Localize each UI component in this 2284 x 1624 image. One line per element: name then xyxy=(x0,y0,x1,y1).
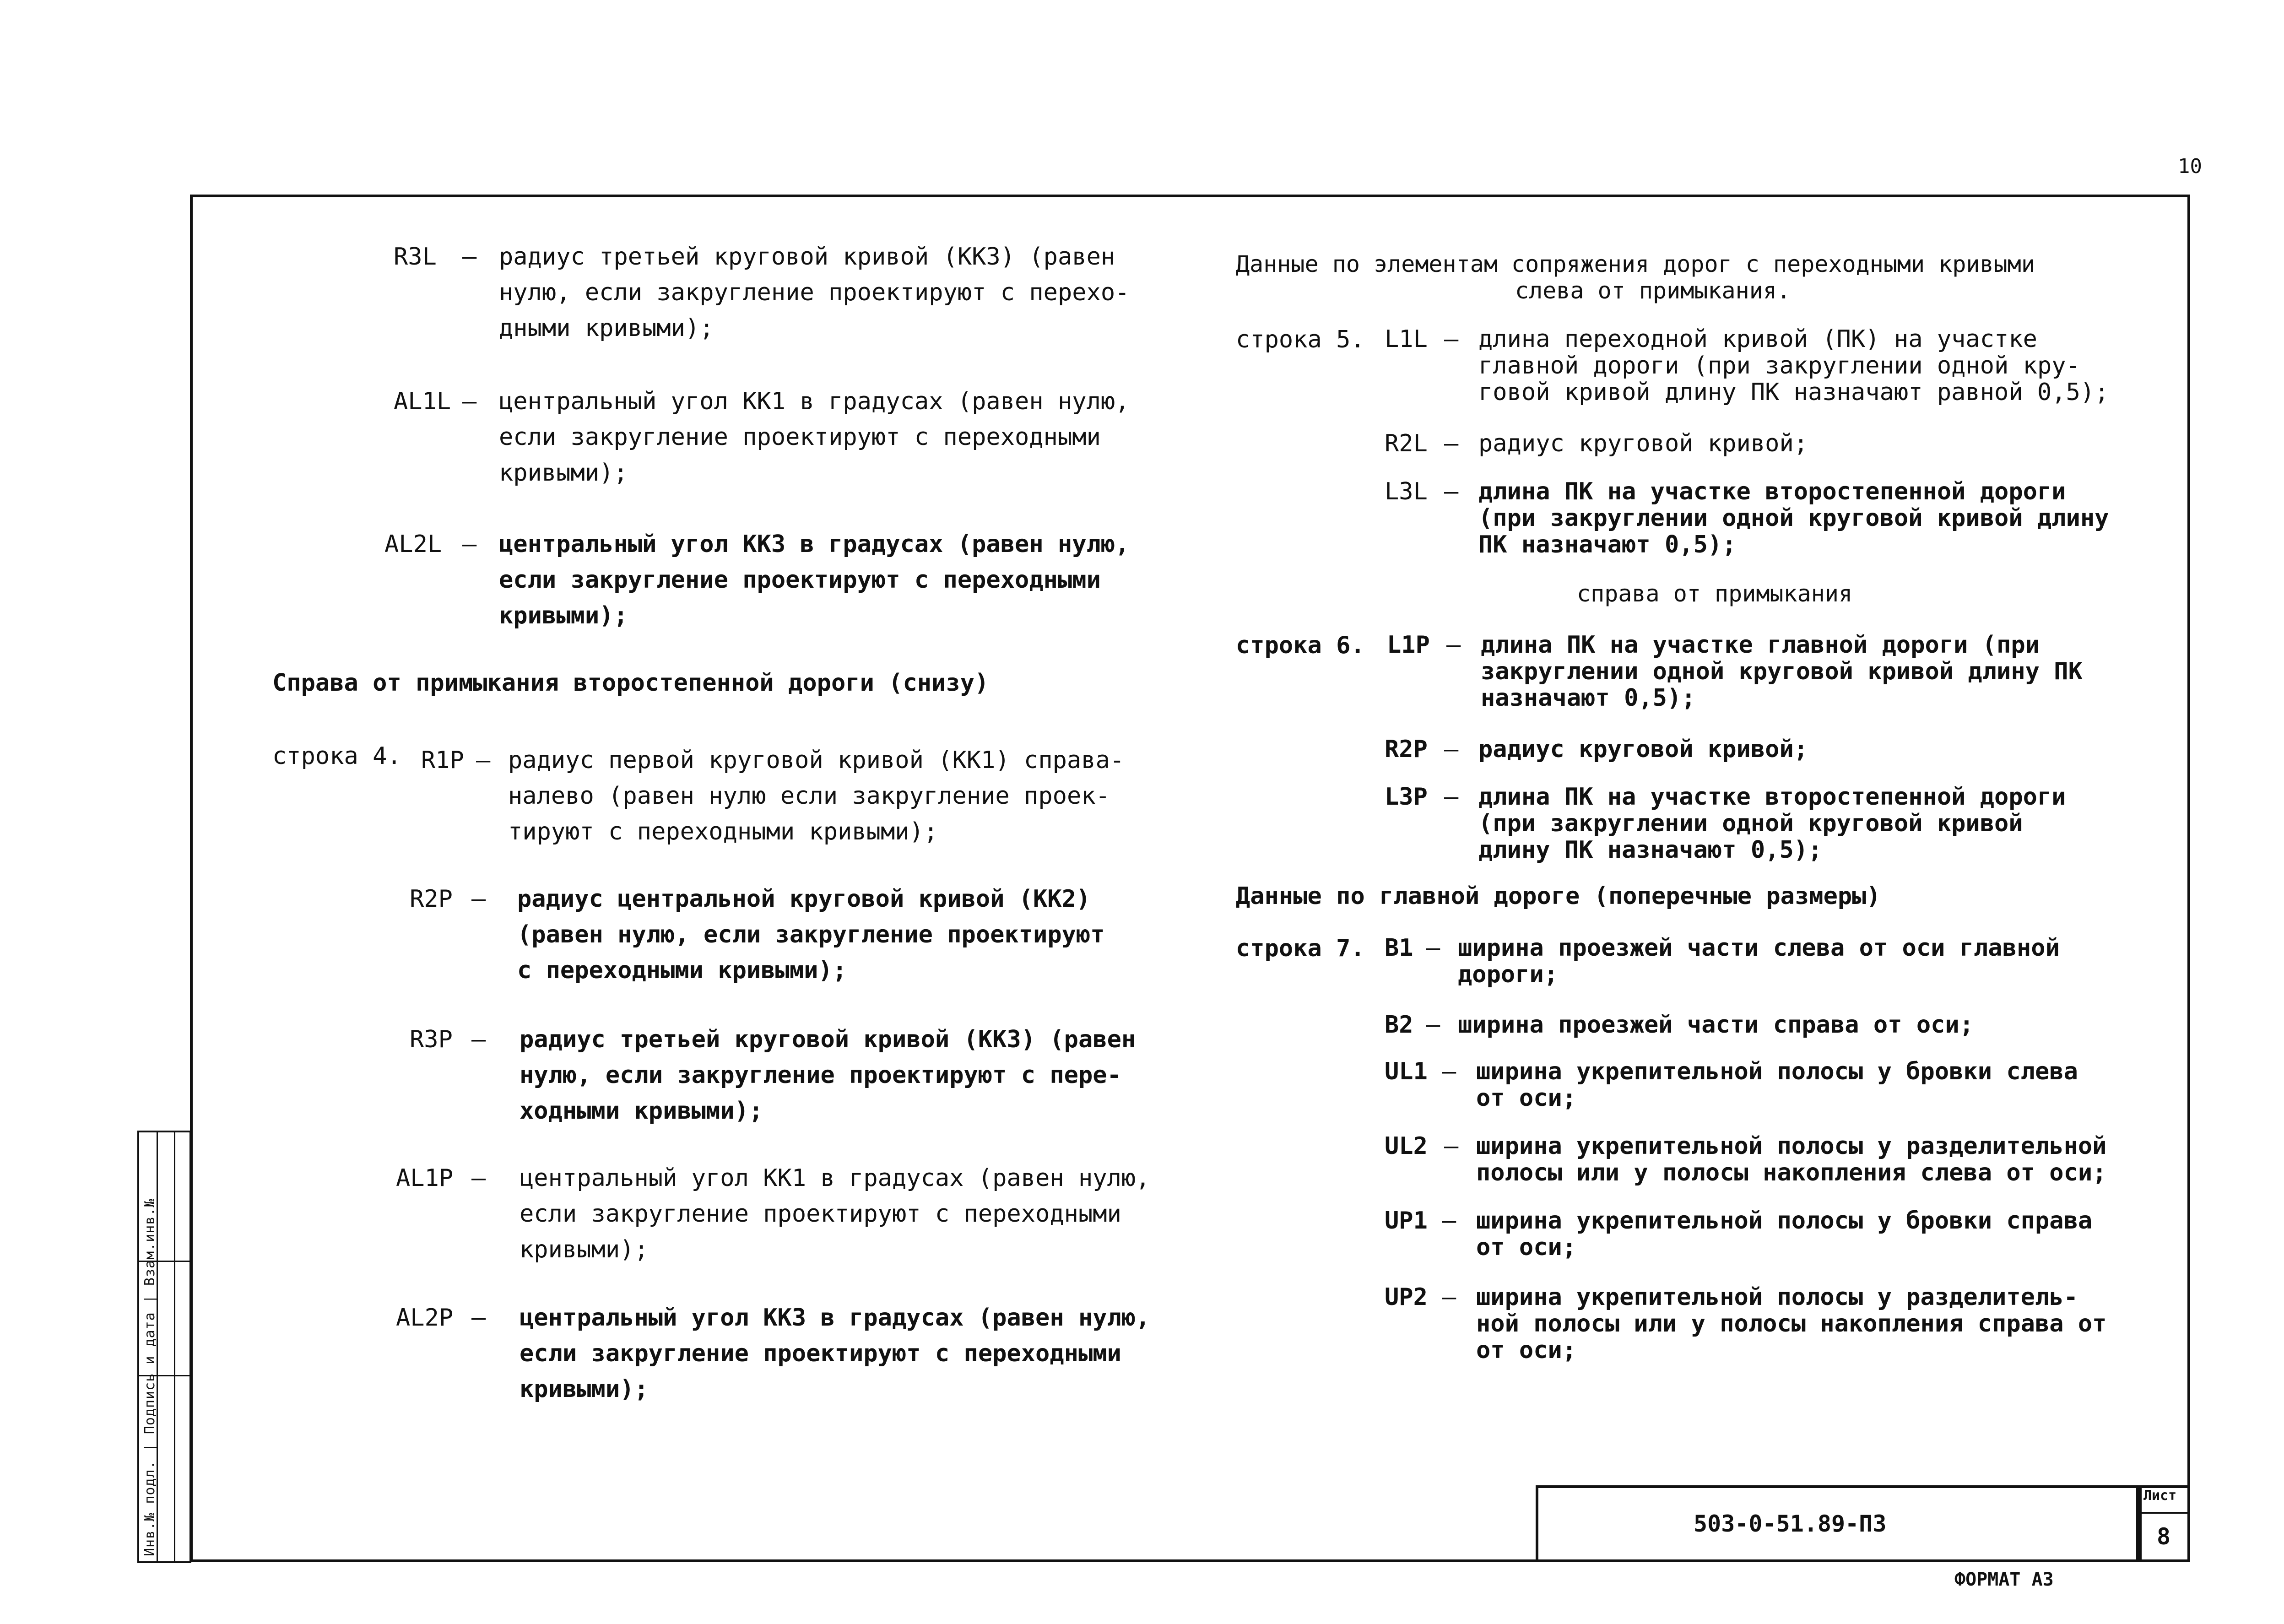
section-heading-right-of-junction: Справа от примыкания второстепенной дороги (снизу) xyxy=(272,669,989,697)
definition-text: ширина укрепительной полосы у разделительной полосы или у полосы накопления слева от оси; xyxy=(1476,1132,2107,1186)
definition-text: центральный угол КК3 в градусах (равен нулю, если закругление проектируют с переходными кривыми); xyxy=(520,1304,1150,1403)
definition-text: длина переходной кривой (ПК) на участке главной дороги (при закруглении одной кру- говой кривой длину ПК назначают равной 0,5); xyxy=(1478,325,2109,406)
definition-text: длина ПК на участке второстепенной дороги (при закруглении одной круговой кривой длину ПК назначают 0,5); xyxy=(1478,783,2066,864)
definition-text: радиус первой круговой кривой (КК1) справа- налево (равен нулю если закругление проек- тируют с переходными кривыми); xyxy=(508,747,1125,845)
term: R3P xyxy=(410,1026,453,1053)
definition-text: радиус третьей круговой кривой (КК3) (равен нулю, если закругление проектируют с перехо- дными кривыми); xyxy=(499,243,1130,342)
term: R2L xyxy=(1385,430,1428,457)
definition-text: радиус третьей круговой кривой (КК3) (равен нулю, если закругление проектируют с пере- ходными кривыми); xyxy=(520,1026,1136,1125)
heading-main-road: Данные по главной дороге (поперечные размеры) xyxy=(1236,882,1881,910)
term: AL2L xyxy=(384,531,442,558)
heading-junction-elements-left: слева от примыкания. xyxy=(1515,277,1791,304)
term: B2 xyxy=(1385,1011,1413,1039)
definition-text: центральный угол КК3 в градусах (равен нулю, если закругление проектируют с переходными кривыми); xyxy=(499,531,1130,629)
row-5-label: строка 5. xyxy=(1236,326,1365,353)
term: R2P xyxy=(1385,736,1428,763)
page-number: 10 xyxy=(2178,155,2202,178)
sheet-number: 8 xyxy=(2157,1523,2171,1550)
term: UP2 xyxy=(1385,1283,1428,1311)
definition-text: радиус круговой кривой; xyxy=(1478,430,1808,457)
term: B1 xyxy=(1385,934,1413,962)
term: R3L xyxy=(394,243,437,271)
heading-junction-elements: Данные по элементам сопряжения дорог с переходными кривыми xyxy=(1236,251,2035,277)
row-6-label: строка 6. xyxy=(1236,632,1365,659)
definition-text: ширина укрепительной полосы у разделитель- ной полосы или у полосы накопления справа от от оси; xyxy=(1476,1283,2107,1364)
format-label: ФОРМАТ А3 xyxy=(1954,1569,2054,1590)
definition-text: радиус центральной круговой кривой (КК2) (равен нулю, если закругление проектируют с переходными кривыми); xyxy=(517,885,1105,984)
definition-text: радиус круговой кривой; xyxy=(1478,736,1808,763)
definition-text: центральный угол КК1 в градусах (равен нулю, если закругление проектируют с переходными кривыми); xyxy=(499,388,1130,487)
term: AL1L xyxy=(394,388,451,415)
subheading-right-of-junction: справа от примыкания xyxy=(1577,580,1853,607)
term: L3P xyxy=(1385,783,1428,811)
definition-text: длина ПК на участке второстепенной дороги (при закруглении одной круговой кривой длину ПК назначают 0,5); xyxy=(1478,478,2109,558)
term: R1P xyxy=(421,747,464,774)
definition-text: центральный угол КК1 в градусах (равен нулю, если закругление проектируют с переходными кривыми); xyxy=(520,1164,1150,1263)
definition-text: ширина укрепительной полосы у бровки слева от оси; xyxy=(1476,1058,2078,1112)
side-strip-text: Инв.№ подл. | Подпись и дата | Взам.инв.№ xyxy=(142,1198,158,1556)
term: UP1 xyxy=(1385,1207,1428,1234)
definition-text: ширина проезжей части справа от оси; xyxy=(1458,1011,1974,1039)
row-4-label: строка 4. xyxy=(272,742,401,770)
term: AL2P xyxy=(396,1304,454,1332)
sheet-label: Лист xyxy=(2143,1488,2177,1504)
term: UL1 xyxy=(1385,1058,1428,1085)
term: L3L xyxy=(1385,478,1428,505)
term: L1L xyxy=(1385,325,1428,353)
term: UL2 xyxy=(1385,1132,1428,1160)
term: L1P xyxy=(1387,631,1430,659)
definition-text: длина ПК на участке главной дороги (при закруглении одной круговой кривой длину ПК назначают 0,5); xyxy=(1481,631,2083,712)
document-code: 503-0-51.89-ПЗ xyxy=(1694,1510,1887,1537)
term: AL1P xyxy=(396,1164,454,1192)
row-7-label: строка 7. xyxy=(1236,935,1365,962)
term: R2P xyxy=(410,885,453,913)
definition-text: ширина укрепительной полосы у бровки справа от оси; xyxy=(1476,1207,2093,1261)
definition-text: ширина проезжей части слева от оси главной дороги; xyxy=(1458,934,2060,988)
